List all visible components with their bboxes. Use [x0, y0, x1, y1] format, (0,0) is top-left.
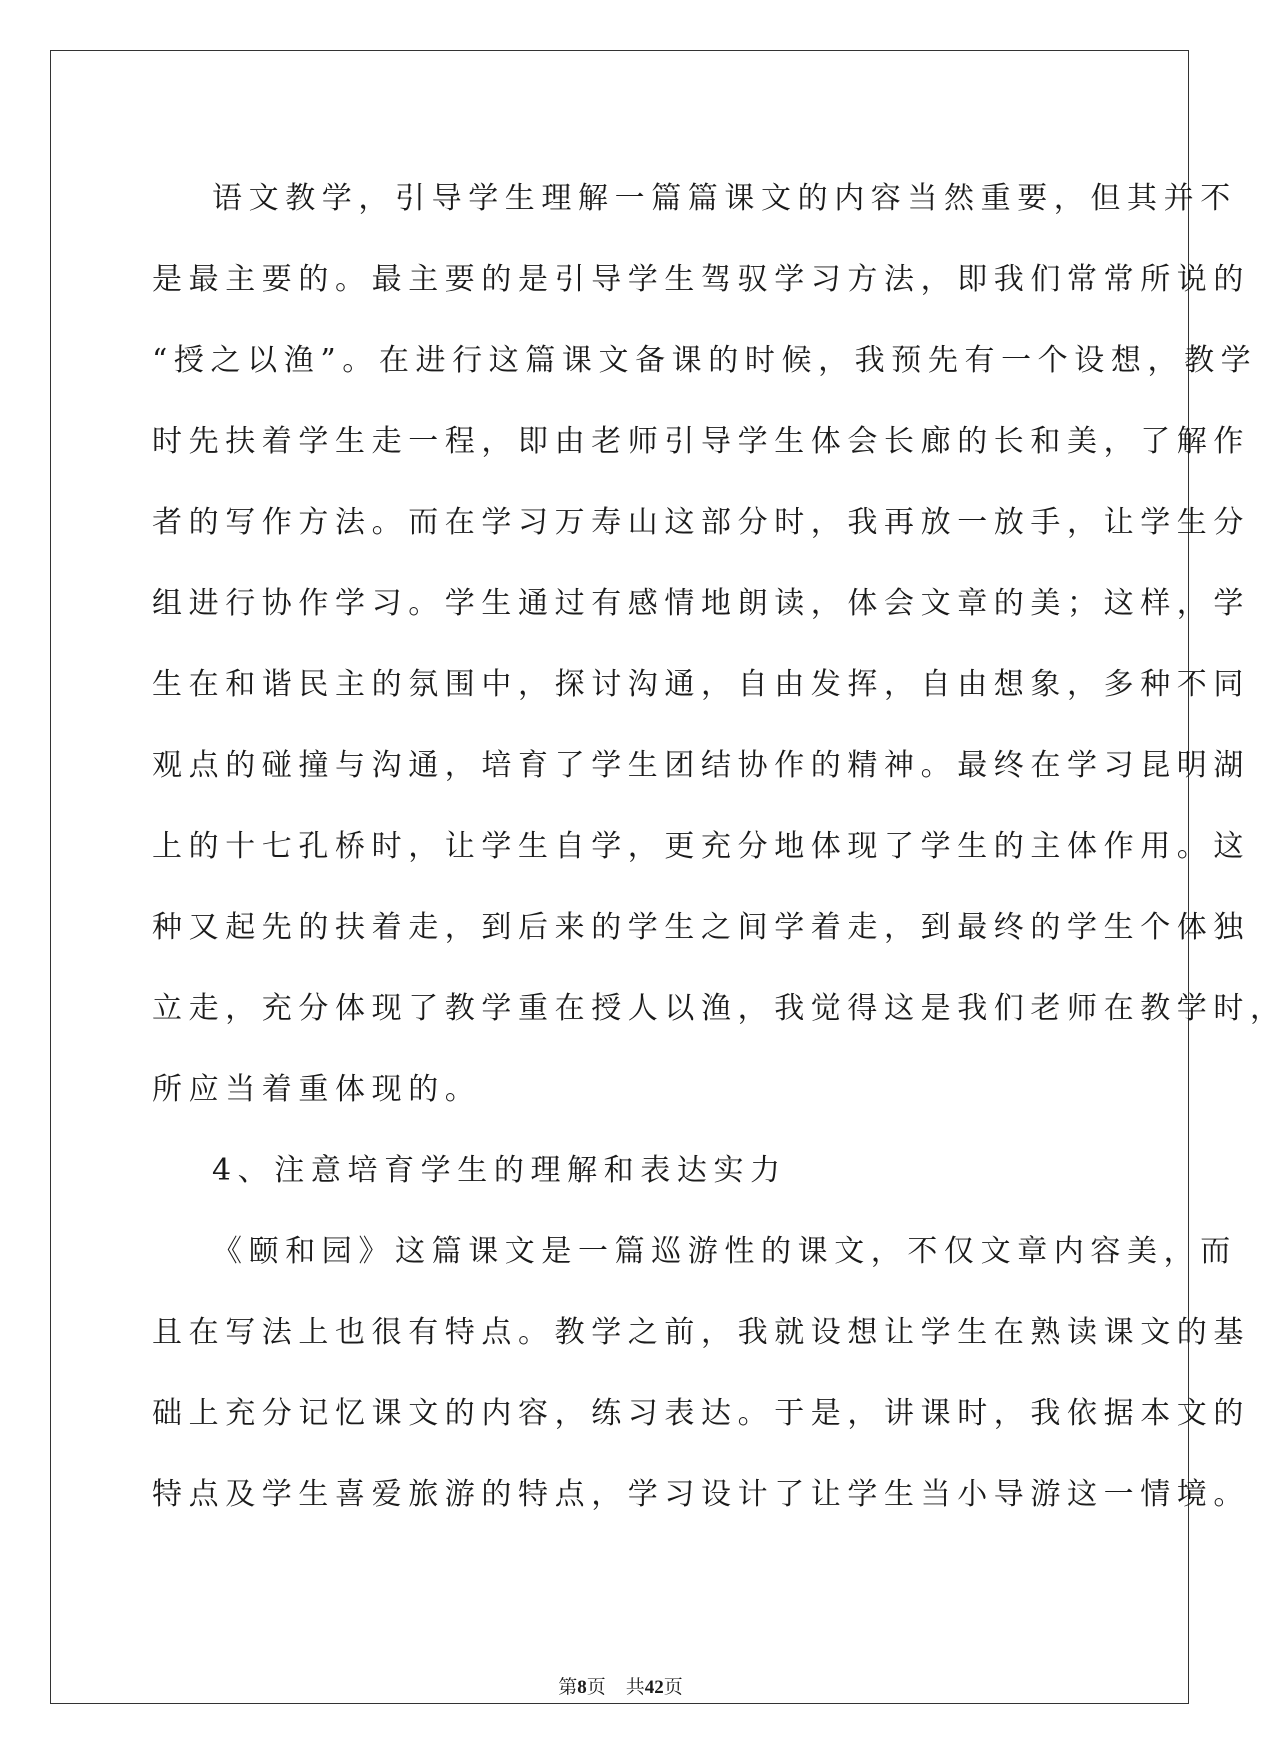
- page-unit: 页: [586, 1677, 606, 1698]
- heading-text: 4、注意培育学生的理解和表达实力: [212, 1153, 787, 1188]
- document-body: [152, 158, 1287, 1535]
- text-line: 种又起先的扶着走，到后来的学生之间学着走，到最终的学生个体独: [152, 910, 1250, 945]
- paragraph-3: [152, 1211, 1250, 1535]
- text-line: 观点的碰撞与沟通，培育了学生团结协作的精神。最终在学习昆明湖: [152, 748, 1250, 783]
- page-footer: [0, 1676, 1241, 1700]
- page-number: 8: [577, 1677, 587, 1698]
- total-pages: 42: [644, 1677, 664, 1698]
- section-heading: [152, 1130, 1092, 1211]
- text-line: 语文教学，引导学生理解一篇篇课文的内容当然重要，但其并不: [212, 181, 1237, 216]
- text-line: 特点及学生喜爱旅游的特点，学习设计了让学生当小导游这一情境。: [152, 1477, 1250, 1512]
- text-line: 且在写法上也很有特点。教学之前，我就设想让学生在熟读课文的基: [152, 1315, 1250, 1350]
- text-line: 组进行协作学习。学生通过有感情地朗读，体会文章的美；这样，学: [152, 586, 1250, 621]
- text-line: “授之以渔”。在进行这篇课文备课的时候，我预先有一个设想，教学: [152, 343, 1258, 378]
- total-prefix: 共: [625, 1677, 645, 1698]
- paragraph-1: [152, 158, 1287, 1130]
- text-line: 上的十七孔桥时，让学生自学，更充分地体现了学生的主体作用。这: [152, 829, 1250, 864]
- text-line: 是最主要的。最主要的是引导学生驾驭学习方法，即我们常常所说的: [152, 262, 1250, 297]
- text-line: 础上充分记忆课文的内容，练习表达。于是，讲课时，我依据本文的: [152, 1396, 1250, 1431]
- text-line: 所应当着重体现的。: [152, 1072, 482, 1107]
- text-line: 立走，充分体现了教学重在授人以渔，我觉得这是我们老师在教学时，: [152, 991, 1287, 1026]
- text-line: 时先扶着学生走一程，即由老师引导学生体会长廊的长和美，了解作: [152, 424, 1250, 459]
- text-line: 者的写作方法。而在学习万寿山这部分时，我再放一放手，让学生分: [152, 505, 1250, 540]
- page-prefix: 第: [558, 1677, 578, 1698]
- total-unit: 页: [663, 1677, 683, 1698]
- text-line: 《颐和园》这篇课文是一篇巡游性的课文，不仅文章内容美，而: [212, 1234, 1237, 1269]
- text-line: 生在和谐民主的氛围中，探讨沟通，自由发挥，自由想象，多种不同: [152, 667, 1250, 702]
